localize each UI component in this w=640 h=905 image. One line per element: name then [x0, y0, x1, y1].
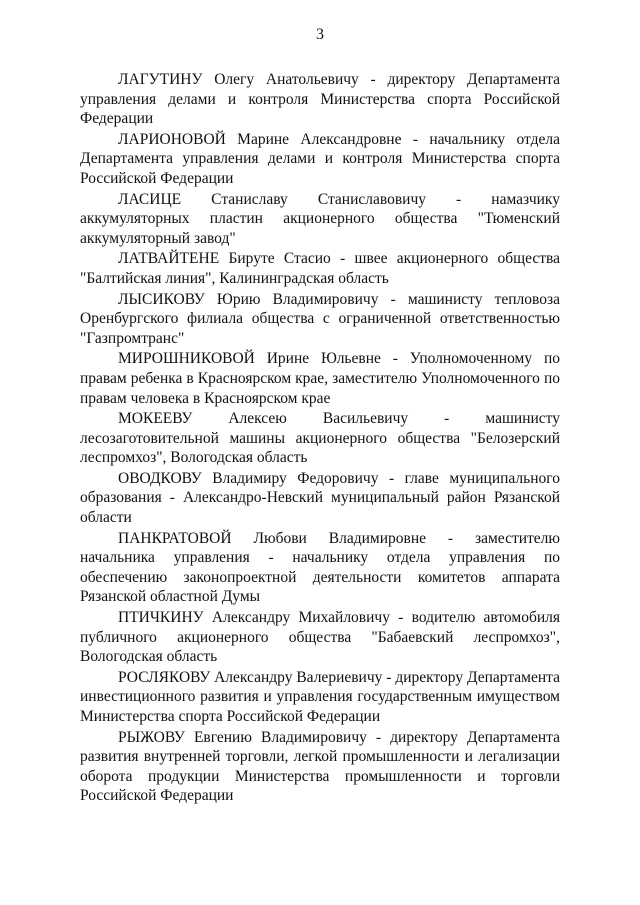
list-item: ПТИЧКИНУ Александру Михайловичу - водителю автомобиля публичного акционерного общества "Бабаевский леспромхоз", Вологодская область — [80, 609, 560, 666]
list-item: ЛЫСИКОВУ Юрию Владимировичу - машинисту тепловоза Оренбургского филиала общества с ограниченной ответственностью "Газпромтранс" — [80, 290, 560, 347]
list-item: МИРОШНИКОВОЙ Ирине Юльевне - Уполномоченному по правам ребенка в Красноярском крае, заместителю Уполномоченного по правам человека в Красноярском крае — [80, 350, 560, 407]
list-item: ЛАТВАЙТЕНЕ Бируте Стасио - швее акционерного общества "Балтийская линия", Калининградская область — [80, 250, 560, 287]
list-item: ЛАРИОНОВОЙ Марине Александровне - начальнику отдела Департамента управления делами и контроля Министерства спорта Российской Федерации — [80, 130, 560, 187]
list-item: ПАНКРАТОВОЙ Любови Владимировне - заместителю начальника управления - начальнику отдела управления по обеспечению законопроектной деятельности комитетов аппарата Рязанской областной Думы — [80, 529, 560, 606]
list-item: ЛАГУТИНУ Олегу Анатольевичу - директору Департамента управления делами и контроля Министерства спорта Российской Федерации — [80, 71, 560, 128]
list-item: ЛАСИЦЕ Станиславу Станиславовичу - намазчику аккумуляторных пластин акционерного общества "Тюменский аккумуляторный завод" — [80, 190, 560, 247]
list-item: РОСЛЯКОВУ Александру Валериевичу - директору Департамента инвестиционного развития и управления государственным имуществом Министерства спорта Российской Федерации — [80, 668, 560, 725]
list-item: ОВОДКОВУ Владимиру Федоровичу - главе муниципального образования - Александро-Невский муниципальный район Рязанской области — [80, 469, 560, 527]
page-number: 3 — [316, 26, 324, 43]
list-item: МОКЕЕВУ Алексею Васильевичу - машинисту лесозаготовительной машины акционерного общества "Белозерский леспромхоз", Вологодская область — [80, 410, 560, 467]
list-item: РЫЖОВУ Евгению Владимировичу - директору Департамента развития внутренней торговли, легкой промышленности и легализации оборота продукции Министерства промышленности и торговли Российской Федерации — [80, 728, 560, 805]
award-list — [80, 70, 560, 807]
